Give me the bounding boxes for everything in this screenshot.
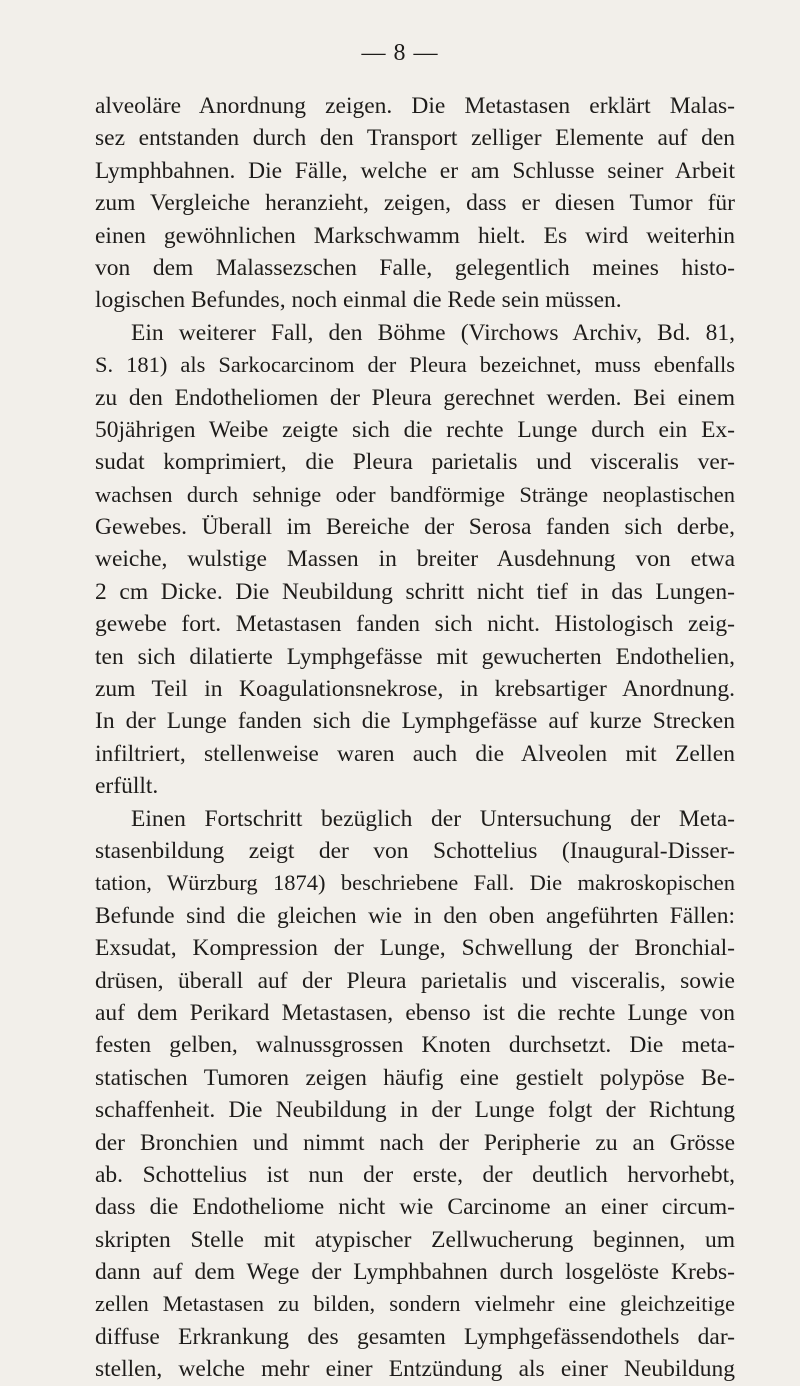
- page-number: — 8 —: [361, 40, 439, 66]
- text-line: stellen, welche mehr einer Entzündung als einer Neubildung: [95, 1356, 735, 1383]
- text-line: S. 181) als Sarkocarcinom der Pleura bezeichnet, muss ebenfalls: [95, 352, 735, 378]
- text-line: infiltriert, stellenweise waren auch die Alveolen mit Zellen: [95, 740, 735, 767]
- text-line: drüsen, überall auf der Pleura parietalis und visceralis, sowie: [95, 967, 735, 994]
- text-line: wachsen durch sehnige oder bandförmige Stränge neoplastischen: [95, 481, 735, 507]
- text-line: erfüllt.: [95, 773, 159, 800]
- text-line: zu den Endotheliomen der Pleura gerechnet werden. Bei einem: [95, 384, 735, 411]
- text-line: zum Teil in Koagulationsnekrose, in krebsartiger Anordnung.: [95, 676, 735, 703]
- text-line: schaffenheit. Die Neubildung in der Lunge folgt der Richtung: [95, 1097, 735, 1124]
- text-line: sudat komprimiert, die Pleura parietalis und visceralis ver-: [95, 449, 735, 476]
- text-line: sez entstanden durch den Transport zelliger Elemente auf den: [95, 125, 735, 152]
- text-line: festen gelben, walnussgrossen Knoten durchsetzt. Die meta-: [95, 1032, 735, 1059]
- text-line: diffuse Erkrankung des gesamten Lymphgefässendothels dar-: [95, 1323, 735, 1350]
- text-line: zum Vergleiche heranzieht, zeigen, dass er diesen Tumor für: [95, 190, 735, 217]
- text-line: dann auf dem Wege der Lymphbahnen durch losgelöste Krebs-: [95, 1259, 735, 1286]
- text-line: zellen Metastasen zu bilden, sondern vielmehr eine gleichzeitige: [95, 1291, 735, 1317]
- body-text: [95, 90, 735, 1386]
- text-line: skripten Stelle mit atypischer Zellwucherung beginnen, um: [95, 1226, 735, 1253]
- text-line: tation, Würzburg 1874) beschriebene Fall. Die makroskopischen: [95, 870, 735, 896]
- text-line: gewebe fort. Metastasen fanden sich nicht. Histologisch zeig-: [95, 611, 735, 638]
- text-line: stasenbildung zeigt der von Schottelius (Inaugural-Disser-: [95, 837, 735, 864]
- text-line: einen gewöhnlichen Markschwamm hielt. Es wird weiterhin: [95, 222, 735, 249]
- text-line: Lymphbahnen. Die Fälle, welche er am Schlusse seiner Arbeit: [95, 157, 735, 184]
- text-line: logischen Befundes, noch einmal die Rede sein müssen.: [95, 287, 622, 314]
- text-line: weiche, wulstige Massen in breiter Ausdehnung von etwa: [95, 546, 735, 573]
- text-line: Gewebes. Überall im Bereiche der Serosa fanden sich derbe,: [95, 514, 735, 541]
- text-line: der Bronchien und nimmt nach der Peripherie zu an Grösse: [95, 1129, 735, 1156]
- text-line: Exsudat, Kompression der Lunge, Schwellung der Bronchial-: [95, 935, 735, 962]
- text-line: In der Lunge fanden sich die Lymphgefässe auf kurze Strecken: [95, 708, 735, 735]
- text-line: statischen Tumoren zeigen häufig eine gestielt polypöse Be-: [95, 1064, 735, 1091]
- text-line: Befunde sind die gleichen wie in den oben angeführten Fällen:: [95, 902, 735, 929]
- text-line: Ein weiterer Fall, den Böhme (Virchows Archiv, Bd. 81,: [131, 319, 735, 346]
- text-line: ten sich dilatierte Lymphgefässe mit gewucherten Endothelien,: [95, 643, 735, 670]
- text-line: auf dem Perikard Metastasen, ebenso ist die rechte Lunge von: [95, 999, 735, 1026]
- text-line: 50jährigen Weibe zeigte sich die rechte Lunge durch ein Ex-: [95, 416, 735, 443]
- text-line: dass die Endotheliome nicht wie Carcinome an einer circum-: [95, 1194, 735, 1221]
- text-line: alveoläre Anordnung zeigen. Die Metastasen erklärt Malas-: [95, 93, 735, 119]
- text-line: Einen Fortschritt bezüglich der Untersuchung der Meta-: [131, 805, 735, 832]
- text-line: von dem Malassezschen Falle, gelegentlich meines histo-: [95, 254, 735, 281]
- text-line: ab. Schottelius ist nun der erste, der deutlich hervorhebt,: [95, 1161, 735, 1188]
- text-line: 2 cm Dicke. Die Neubildung schritt nicht tief in das Lungen-: [95, 578, 735, 605]
